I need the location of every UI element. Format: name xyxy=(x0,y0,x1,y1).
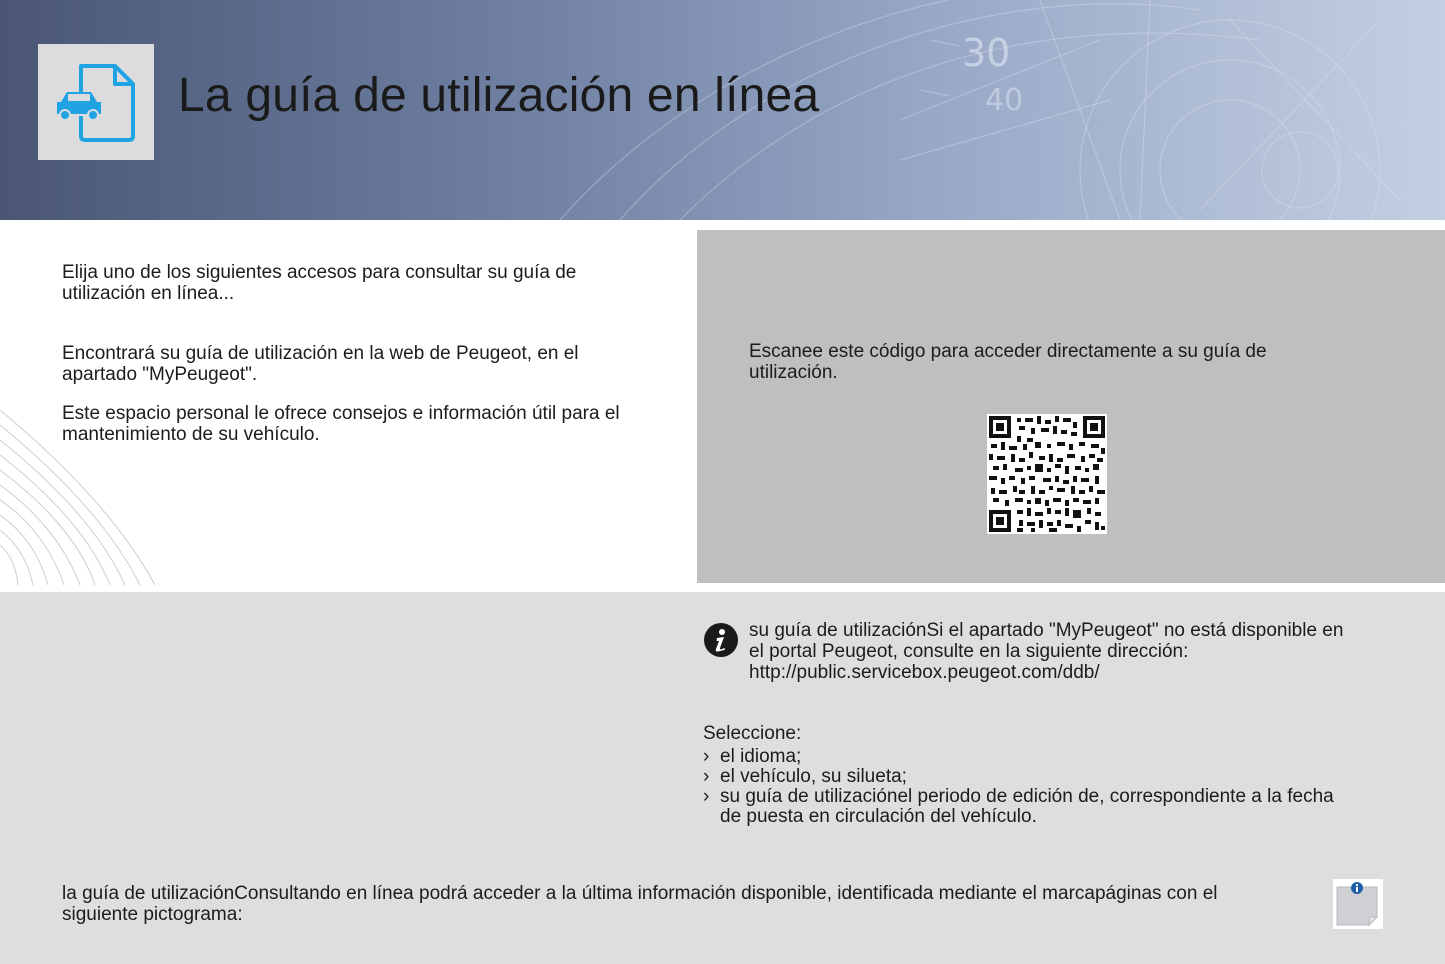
select-heading: Seleccione: xyxy=(703,723,802,744)
select-list xyxy=(703,724,1360,827)
info-note-text xyxy=(749,620,1349,683)
car-document-icon xyxy=(51,60,141,144)
list-item-text: su guía de utilizaciónel periodo de edición de, correspondiente a la fecha de puesta en circulación del vehículo. xyxy=(720,786,1334,827)
speedometer-label-30: 30 xyxy=(962,31,1011,75)
info-icon xyxy=(703,622,739,658)
intro-web-text: Encontrará su guía de utilización en la web de Peugeot, en el apartado "MyPeugeot". xyxy=(62,343,579,385)
list-item xyxy=(703,747,1360,767)
list-item xyxy=(703,787,1360,827)
guide-icon-tile xyxy=(38,44,154,160)
list-item-text: el vehículo, su silueta; xyxy=(720,766,907,787)
footer-text: la guía de utilizaciónConsultando en línea podrá acceder a la última información disponible, identificada mediante el marcapáginas con el siguiente pictograma: xyxy=(62,883,1218,925)
bookmark-info-icon xyxy=(1333,879,1383,929)
intro-space-text: Este espacio personal le ofrece consejos e información útil para el mantenimiento de su vehículo. xyxy=(62,403,620,445)
list-item xyxy=(703,767,1360,787)
chevron-right-icon: › xyxy=(703,786,710,807)
qr-code xyxy=(987,414,1107,534)
info-note: su guía de utilizaciónSi el apartado "MyPeugeot" no está disponible en el portal Peugeot, consulte en la siguiente dirección: xyxy=(749,620,1344,662)
chevron-right-icon: › xyxy=(703,746,710,767)
list-item-text: el idioma; xyxy=(720,746,802,767)
header-banner xyxy=(0,0,1445,220)
qr-scan-text: Escanee este código para acceder directamente a su guía de utilización. xyxy=(749,341,1267,383)
intro-choose-text: Elija uno de los siguientes accesos para consultar su guía de utilización en línea... xyxy=(62,262,577,304)
chevron-right-icon: › xyxy=(703,766,710,787)
page-title: La guía de utilización en línea xyxy=(178,69,820,122)
servicebox-url[interactable]: http://public.servicebox.peugeot.com/ddb/ xyxy=(749,662,1100,683)
speedometer-label-40: 40 xyxy=(985,83,1024,118)
